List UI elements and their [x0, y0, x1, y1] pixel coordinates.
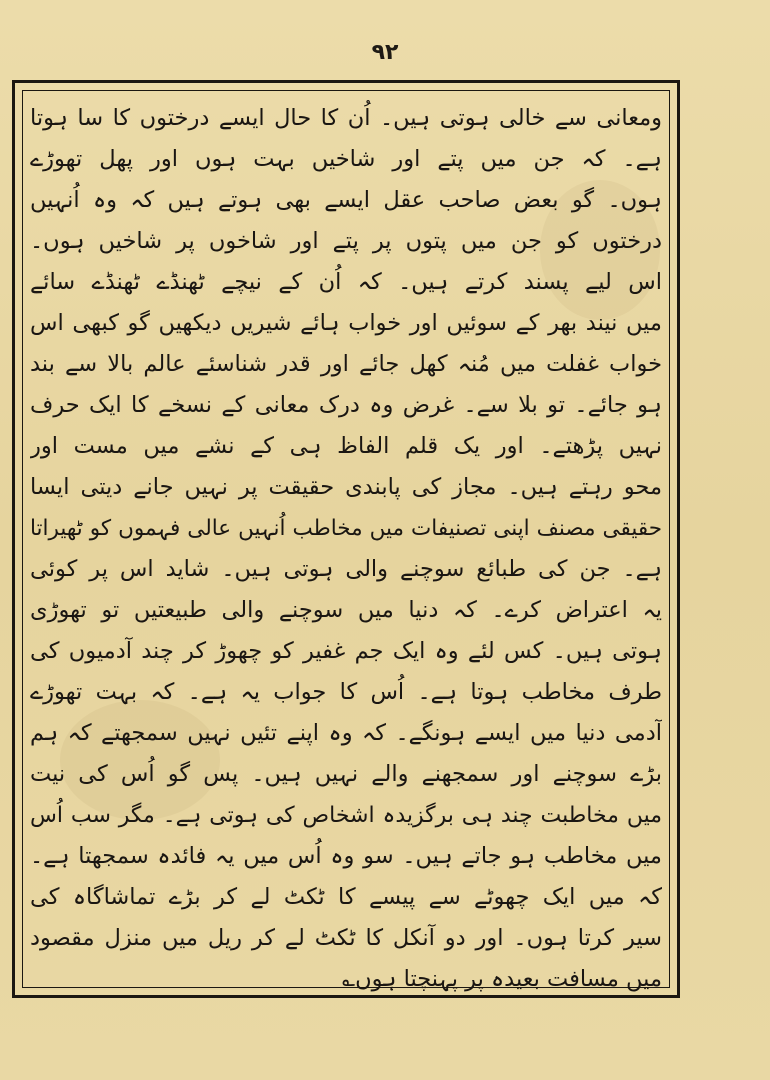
text-line: ومعانی سے خالی ہوتی ہیں۔ اُن کا حال ایسے درختوں کا سا ہوتا: [30, 105, 662, 131]
text-line: یہ اعتراض کرے۔ کہ دنیا میں سوچنے والی طبیعتیں تو تھوڑی: [30, 597, 662, 623]
text-line: طرف مخاطب ہوتا ہے۔ اُس کا جواب یہ ہے۔ کہ بہت تھوڑے: [30, 679, 662, 705]
text-line: ہو جائے۔ تو بلا سے۔ غرض وہ درک معانی کے نسخے کا ایک حرف: [30, 392, 662, 418]
text-line: کہ میں ایک چھوٹے سے پیسے کا ٹکٹ لے کر بڑے تماشاگاہ کی: [30, 884, 662, 910]
text-line: خواب غفلت میں مُنہ کھل جائے اور قدر شناسئے عالم بالا سے بند: [30, 351, 662, 377]
text-line: ہے۔ کہ جن میں پتے اور شاخیں بہت ہوں اور پھل تھوڑے: [30, 146, 662, 172]
text-line: میں مخاطب ہو جاتے ہیں۔ سو وہ اُس میں یہ فائدہ سمجھتا ہے۔: [30, 843, 662, 869]
text-line: نہیں پڑھتے۔ اور یک قلم الفاظ ہی کے نشے میں مست اور: [30, 433, 662, 459]
text-line: آدمی دنیا میں ایسے ہونگے۔ کہ وہ اپنے تئیں نہیں سمجھتے کہ ہم: [30, 720, 662, 746]
text-line: ہوتی ہیں۔ کس لئے وہ ایک جم غفیر کو چھوڑ کر چند آدمیوں کی: [30, 638, 662, 664]
text-line-last: میں مسافت بعیدہ پر پہنچتا ہوں؎: [341, 966, 662, 992]
text-line: ہے۔ جن کی طبائع سوچنے والی ہوتی ہیں۔ شاید اس پر کوئی: [30, 556, 662, 582]
text-line: ہوں۔ گو بعض صاحب عقل ایسے بھی ہوتے ہیں کہ وہ اُنہیں: [30, 187, 662, 213]
text-line: اس لیے پسند کرتے ہیں۔ کہ اُن کے نیچے ٹھنڈے ٹھنڈے سائے: [30, 269, 662, 295]
text-line: محو رہتے ہیں۔ مجاز کی پابندی حقیقت پر نہیں جانے دیتی ایسا: [30, 474, 662, 500]
urdu-text-body: [30, 98, 662, 1000]
text-line: بڑے سوچنے اور سمجھنے والے نہیں ہیں۔ پس گو اُس کی نیت: [30, 761, 662, 787]
text-line: سیر کرتا ہوں۔ اور دو آنکل کا ٹکٹ لے کر ریل میں منزل مقصود: [30, 925, 662, 951]
text-line: میں نیند بھر کے سوئیں اور خواب ہائے شیریں دیکھیں گو کبھی اس: [30, 310, 662, 336]
page-number: ۹۲: [371, 40, 399, 65]
text-line: حقیقی مصنف اپنی تصنیفات میں مخاطب اُنہیں عالی فہموں کو ٹھیراتا: [30, 516, 662, 541]
text-line: درختوں کو جن میں پتوں پر پتے اور شاخوں پر شاخیں ہوں۔: [30, 228, 662, 254]
text-line: میں مخاطبت چند ہی برگزیدہ اشخاص کی ہوتی ہے۔ مگر سب اُس: [30, 803, 662, 828]
